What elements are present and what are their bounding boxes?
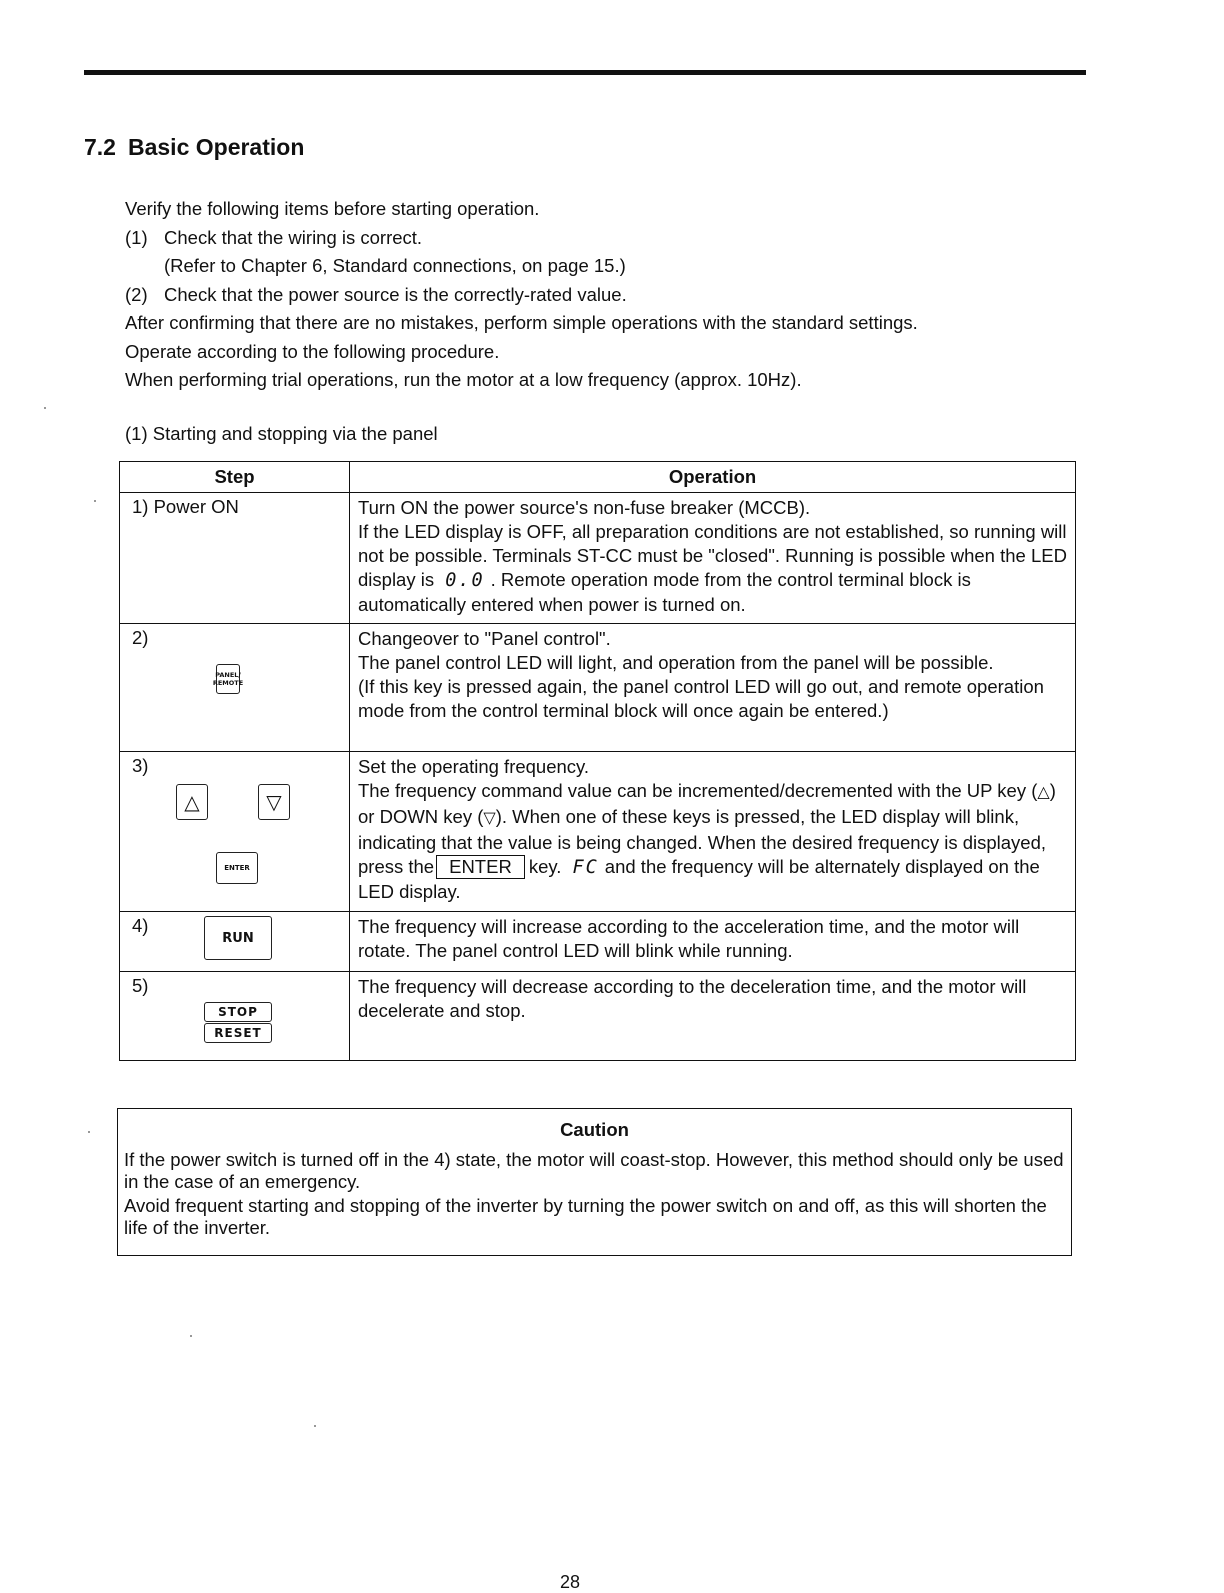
step-label: 3) xyxy=(132,755,149,776)
check-item-1-marker: (1) xyxy=(125,226,148,248)
scan-speck xyxy=(88,1131,90,1133)
op-text: The frequency command value can be incremented/decremented with the UP key ( xyxy=(358,780,1038,801)
intro-text xyxy=(125,195,1085,395)
op-line: The frequency will increase according to the acceleration time, and the motor will rotate. The panel control LED will blink while running. xyxy=(358,916,1020,961)
enter-key[interactable] xyxy=(216,852,258,884)
table-row xyxy=(120,912,1076,972)
caution-title: Caution xyxy=(560,1119,629,1140)
intro-line-2: After confirming that there are no mistakes, perform simple operations with the standard settings. xyxy=(125,312,918,333)
top-rule xyxy=(84,70,1086,75)
header-step: Step xyxy=(120,462,350,493)
step-label: 5) xyxy=(132,975,149,996)
section-title xyxy=(84,134,304,161)
scan-speck xyxy=(314,1425,316,1427)
step-cell-1 xyxy=(120,493,350,624)
section-title-text: Basic Operation xyxy=(127,134,305,160)
section-number: 7.2 xyxy=(84,134,116,160)
step-cell-3 xyxy=(120,752,350,912)
step-label: 1) Power ON xyxy=(132,496,239,517)
op-text: ) or DOWN key ( xyxy=(358,780,1056,827)
step-cell-5 xyxy=(120,972,350,1061)
caution-box xyxy=(117,1108,1072,1256)
op-line: Turn ON the power source's non-fuse breaker (MCCB). xyxy=(358,497,811,518)
check-item-2 xyxy=(125,281,1085,310)
step-cell-2 xyxy=(120,624,350,752)
operation-cell-2 xyxy=(350,624,1076,752)
operation-cell-4 xyxy=(350,912,1076,972)
op-text: ). When one of these keys is pressed, the LED display will blink, indicating that the value is being changed. When the desired frequency is displayed, press the xyxy=(358,806,1047,877)
op-line: The panel control LED will light, and operation from the panel will be possible. xyxy=(358,652,994,673)
down-key[interactable] xyxy=(258,784,290,820)
op-line xyxy=(358,520,1071,617)
led-display-value: 0.0 xyxy=(445,570,485,591)
panel-remote-key-label-2: REMOTE xyxy=(212,679,244,687)
enter-key-label: ENTER xyxy=(224,864,250,872)
check-item-1-text: Check that the wiring is correct. xyxy=(164,226,423,248)
op-line: Changeover to "Panel control". xyxy=(358,628,611,649)
table-header-row xyxy=(120,462,1076,493)
table-row xyxy=(120,493,1076,624)
up-triangle-icon: △ xyxy=(184,790,200,814)
operation-cell-1 xyxy=(350,493,1076,624)
check-item-2-text: Check that the power source is the correctly-rated value. xyxy=(164,283,627,305)
check-item-1 xyxy=(125,224,1085,253)
step-cell-4 xyxy=(120,912,350,972)
sub-heading: (1) Starting and stopping via the panel xyxy=(125,423,438,444)
stop-key[interactable] xyxy=(204,1002,272,1022)
op-line xyxy=(358,779,1071,904)
header-operation: Operation xyxy=(350,462,1076,493)
run-key[interactable] xyxy=(204,916,272,960)
op-text: and the frequency will be alternately displayed on the LED display. xyxy=(358,856,1040,902)
run-key-label: RUN xyxy=(222,930,254,946)
reset-key-label: RESET xyxy=(214,1026,262,1040)
up-triangle-icon: △ xyxy=(1037,784,1050,801)
op-line: The frequency will decrease according to the deceleration time, and the motor will decelerate and stop. xyxy=(358,976,1027,1021)
intro-line-3: Operate according to the following procedure. xyxy=(125,340,500,362)
scan-speck xyxy=(190,1335,192,1337)
stop-key-label: STOP xyxy=(218,1005,258,1019)
enter-key-inline: ENTER xyxy=(436,855,525,879)
reset-key[interactable] xyxy=(204,1023,272,1043)
check-item-1-ref: (Refer to Chapter 6, Standard connections, on page 15.) xyxy=(164,255,626,276)
up-key[interactable] xyxy=(176,784,208,820)
intro-line-4: When performing trial operations, run the motor at a low frequency (approx. 10Hz). xyxy=(125,369,802,390)
down-triangle-icon: ▽ xyxy=(483,810,496,827)
op-text: . Remote operation mode from the control terminal block is automatically entered when power is turned on. xyxy=(358,569,971,615)
operation-cell-5 xyxy=(350,972,1076,1061)
caution-paragraph-2: Avoid frequent starting and stopping of the inverter by turning the power switch on and off, as this will shorten the life of the inverter. xyxy=(124,1195,1047,1238)
operation-cell-3 xyxy=(350,752,1076,912)
check-item-2-marker: (2) xyxy=(125,283,148,305)
caution-paragraph-1: If the power switch is turned off in the 4) state, the motor will coast-stop. However, this method should only be used in the case of an emergency. xyxy=(124,1149,1064,1192)
step-label: 2) xyxy=(132,627,149,648)
scan-speck xyxy=(44,407,46,409)
down-triangle-icon: ▽ xyxy=(266,790,282,814)
op-text: key. xyxy=(528,856,562,877)
panel-remote-key-label-1: PANEL/ xyxy=(215,671,241,679)
panel-remote-key[interactable] xyxy=(212,664,244,694)
op-text: If the LED display is OFF, all preparation conditions are not established, so running will not be possible. Terminals ST-CC must be "closed". Running is possible when the LED display is xyxy=(358,521,1067,590)
step-label: 4) xyxy=(132,915,149,936)
table-row xyxy=(120,972,1076,1061)
op-line: Set the operating frequency. xyxy=(358,756,590,777)
intro-line-1: Verify the following items before starting operation. xyxy=(125,198,540,219)
table-row xyxy=(120,752,1076,912)
led-display-value: FC xyxy=(572,857,599,878)
table-row xyxy=(120,624,1076,752)
op-line: (If this key is pressed again, the panel control LED will go out, and remote operation mode from the control terminal block will once again be entered.) xyxy=(358,676,1044,721)
page-number: 28 xyxy=(560,1572,581,1592)
operation-table xyxy=(119,461,1076,1061)
scan-speck xyxy=(94,500,96,502)
